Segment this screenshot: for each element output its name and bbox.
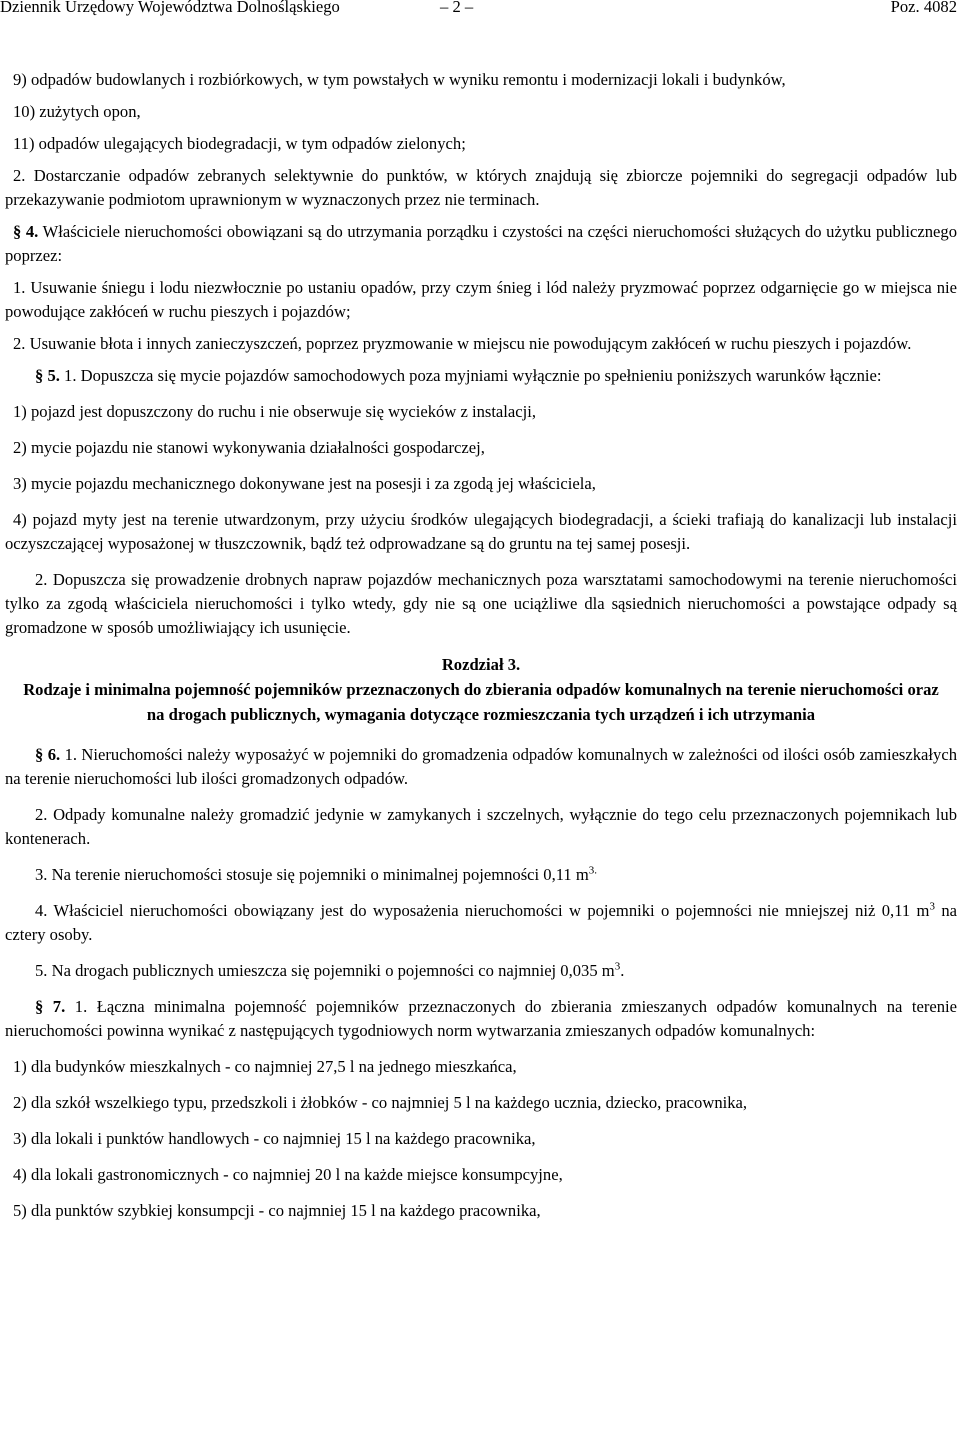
paragraph: [5, 863, 957, 887]
superscript: 3.: [588, 864, 598, 877]
superscript: 3: [614, 960, 621, 973]
paragraph-s5: [5, 364, 957, 388]
list-item: 4) pojazd myty jest na terenie utwardzonym, przy użyciu środków ulegających biodegradacji, a ścieki trafiają do kanalizacji lub instalacji oczyszczającej wyposażonej w tłuszczownik, bądź też odprowadzane są do gruntu na tej samej posesji.: [5, 510, 957, 553]
paragraph-text: .: [620, 961, 625, 980]
list-item: 1) pojazd jest dopuszczony do ruchu i nie obserwuje się wycieków z instalacji,: [13, 402, 537, 421]
list-item: 10) zużytych opon,: [13, 102, 141, 121]
list-item: 9) odpadów budowlanych i rozbiórkowych, w tym powstałych w wyniku remontu i modernizacji lokali i budynków,: [13, 70, 786, 89]
list-item: 11) odpadów ulegających biodegradacji, w tym odpadów zielonych;: [13, 134, 466, 153]
list-item: 2) dla szkół wszelkiego typu, przedszkoli i żłobków - co najmniej 5 l na każdego ucznia, dziecko, pracownika,: [13, 1093, 748, 1112]
list-item: 3) mycie pojazdu mechanicznego dokonywane jest na posesji i za zgodą jej właściciela,: [13, 474, 596, 493]
paragraph: 2. Dostarczanie odpadów zebranych selektywnie do punktów, w których znajdują się zbiorcze pojemniki do segregacji odpadów lub przekazywanie podmiotom uprawnionym w wyznaczonych przez nie terminach.: [5, 166, 957, 209]
chapter-subtitle: Rodzaje i minimalna pojemność pojemników przeznaczonych do zbierania odpadów komunalnych na terenie nieruchomości oraz na drogach publicznych, wymagania dotyczące rozmieszczania tych urządzeń i ich utrzymania: [23, 680, 939, 724]
list-item: 4) dla lokali gastronomicznych - co najmniej 20 l na każde miejsce konsumpcyjne,: [13, 1165, 563, 1184]
list-item: 2) mycie pojazdu nie stanowi wykonywania działalności gospodarczej,: [13, 438, 485, 457]
section-text: 1. Nieruchomości należy wyposażyć w pojemniki do gromadzenia odpadów komunalnych w zależności od ilości osób zamieszkałych na terenie nieruchomości lub ilości gromadzonych odpadów.: [5, 745, 957, 788]
paragraph: [5, 899, 957, 947]
document-body: [5, 68, 957, 1223]
paragraph: [5, 959, 957, 983]
section-number: § 7.: [35, 997, 66, 1016]
section-number: § 4.: [13, 222, 39, 241]
paragraph: 1. Usuwanie śniegu i lodu niezwłocznie po ustaniu opadów, przy czym śnieg i lód należy pryzmować poprzez odgarnięcie go w miejsca nie powodujące zakłóceń w ruchu pieszych i pojazdów;: [5, 278, 957, 321]
paragraph: 2. Odpady komunalne należy gromadzić jedynie w zamykanych i szczelnych, wyłącznie do tego celu przeznaczonych pojemnikach lub kontenerach.: [5, 805, 957, 848]
paragraph: 2. Dopuszcza się prowadzenie drobnych napraw pojazdów mechanicznych poza warsztatami samochodowymi na terenie nieruchomości tylko za zgodą właściciela nieruchomości i tylko wtedy, gdy nie są one uciążliwe dla sąsiednich nieruchomości a powstające odpady są gromadzone w sposób umożliwiający ich usunięcie.: [5, 570, 957, 637]
list-item: 3) dla lokali i punktów handlowych - co najmniej 15 l na każdego pracownika,: [13, 1129, 536, 1148]
paragraph-text: na cztery osoby.: [5, 901, 957, 944]
paragraph-text: 4. Właściciel nieruchomości obowiązany jest do wyposażenia nieruchomości w pojemniki o pojemności nie mniejszej niż 0,11 m: [35, 901, 930, 920]
section-number: § 5.: [35, 366, 60, 385]
section-number: § 6.: [35, 745, 61, 764]
section-text: 1. Łączna minimalna pojemność pojemników przeznaczonych do zbierania zmieszanych odpadów komunalnych na terenie nieruchomości powinna wynikać z następujących tygodniowych norm wytwarzania zmieszanych odpadów komunalnych:: [5, 997, 958, 1040]
paragraph: 2. Usuwanie błota i innych zanieczyszczeń, poprzez pryzmowanie w miejscu nie powodującym zakłóceń w ruchu pieszych i pojazdów.: [13, 334, 912, 353]
section-text: 1. Dopuszcza się mycie pojazdów samochodowych poza myjniami wyłącznie po spełnieniu poniższych warunków łącznie:: [59, 366, 882, 385]
paragraph-s7: [5, 995, 957, 1043]
position-number: Poz. 4082: [890, 0, 957, 16]
list-item: 5) dla punktów szybkiej konsumpcji - co najmniej 15 l na każdego pracownika,: [13, 1201, 541, 1220]
paragraph-s6: [5, 743, 957, 791]
chapter-title: Rozdział 3.: [441, 655, 521, 674]
page-number: – 2 –: [440, 0, 474, 16]
superscript: 3: [929, 900, 935, 913]
paragraph-text: 5. Na drogach publicznych umieszcza się pojemniki o pojemności co najmniej 0,035 m: [35, 961, 615, 980]
journal-title: Dziennik Urzędowy Województwa Dolnośląskiego: [0, 0, 340, 16]
list-item: 1) dla budynków mieszkalnych - co najmniej 27,5 l na jednego mieszkańca,: [13, 1057, 517, 1076]
paragraph-s4: [5, 220, 957, 268]
paragraph-text: 3. Na terenie nieruchomości stosuje się pojemniki o minimalnej pojemności 0,11 m: [35, 865, 589, 884]
section-text: Właściciele nieruchomości obowiązani są do utrzymania porządku i czystości na części nieruchomości służących do użytku publicznego poprzez:: [5, 222, 957, 265]
page-header: [0, 0, 960, 19]
chapter-heading: [5, 652, 957, 727]
